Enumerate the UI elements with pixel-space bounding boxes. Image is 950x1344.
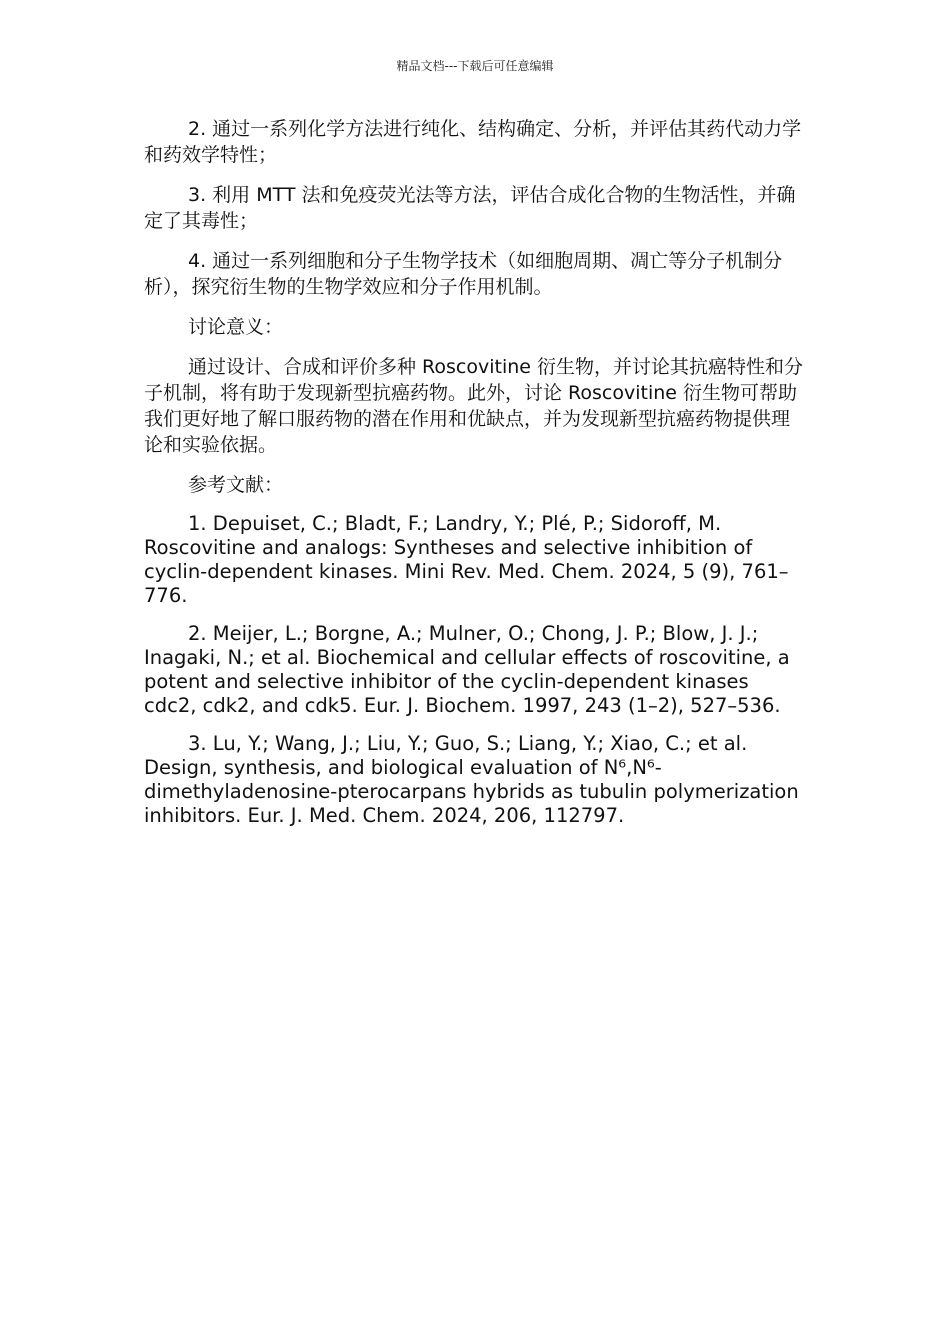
reference-item: 3. Lu, Y.; Wang, J.; Liu, Y.; Guo, S.; Liang, Y.; Xiao, C.; et al. Design, synthesis, and biological evaluation of N⁶,N⁶-dimethyladenosine-pterocarpans hybrids as tubulin polymerization inhibitors. Eur. J. Med. Chem. 2024, 206, 112797.	[144, 732, 799, 827]
discussion-heading: 讨论意义：	[188, 316, 284, 338]
page-header: 精品文档---下载后可任意编辑	[396, 59, 554, 73]
document-body	[144, 116, 804, 842]
list-item: 2. 通过一系列化学方法进行纯化、结构确定、分析，并评估其药代动力学和药效学特性；	[144, 118, 802, 166]
list-item: 4. 通过一系列细胞和分子生物学技术（如细胞周期、凋亡等分子机制分析），探究衍生物的生物学效应和分子作用机制。	[144, 250, 783, 298]
reference-item: 2. Meijer, L.; Borgne, A.; Mulner, O.; Chong, J. P.; Blow, J. J.; Inagaki, N.; et al. Biochemical and cellular effects of roscovitine, a potent and selective inhibitor of the cyclin-dependent kinases cdc2, cdk2, and cdk5. Eur. J. Biochem. 1997, 243 (1–2), 527–536.	[144, 622, 790, 717]
reference-item: 1. Depuiset, C.; Bladt, F.; Landry, Y.; Plé, P.; Sidoroff, M. Roscovitine and analogs: Syntheses and selective inhibition of cyclin-dependent kinases. Mini Rev. Med. Chem. 2024, 5 (9), 761–776.	[144, 512, 789, 607]
list-item: 3. 利用 MTT 法和免疫荧光法等方法，评估合成化合物的生物活性，并确定了其毒性；	[144, 184, 796, 232]
discussion-paragraph: 通过设计、合成和评价多种 Roscovitine 衍生物，并讨论其抗癌特性和分子机制，将有助于发现新型抗癌药物。此外，讨论 Roscovitine 衍生物可帮助我们更好地了解口服药物的潜在作用和优缺点，并为发现新型抗癌药物提供理论和实验依据。	[144, 356, 804, 456]
references-heading: 参考文献：	[188, 474, 284, 496]
